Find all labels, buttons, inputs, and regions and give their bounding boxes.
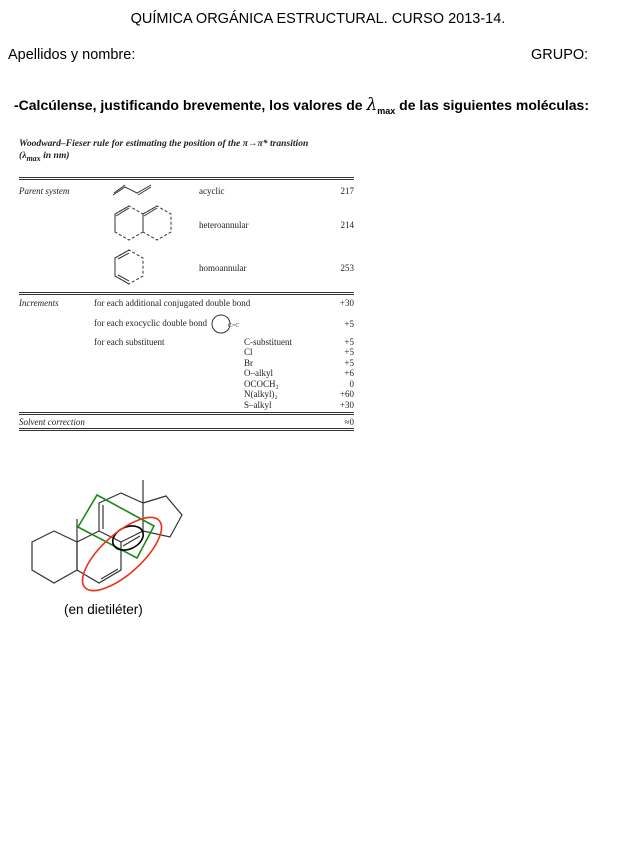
steroid-diene-structure [0,470,220,600]
double-bond [101,569,118,579]
increments-label: Increments [19,297,59,308]
page-title: QUÍMICA ORGÁNICA ESTRUCTURAL. CURSO 2013-14. [130,11,506,27]
subst-name: Cl [244,347,253,358]
subst-name: O–alkyl [244,368,273,379]
ring-d [143,496,182,537]
parent-name: homoannular [199,262,247,273]
parent-label: Parent system [19,185,70,196]
heteroannular-diene-icon [111,203,177,245]
subst-value: +60 [339,389,354,400]
exocyclic-icon [209,314,249,334]
exo-value: +5 [344,318,354,329]
parent-name: heteroannular [199,219,249,230]
question-text [14,95,589,116]
conj-value: +30 [339,297,354,308]
exo-icon-text: C=C [228,322,240,329]
caption-sub: max [26,153,41,163]
subst-value: +6 [344,368,354,379]
group-label: GRUPO: [531,47,589,63]
subst-name: C-substituent [244,336,293,347]
parent-systems [19,180,354,288]
parent-value: 217 [340,185,354,196]
solvent-note: (en dietiléter) [64,602,143,617]
subst-value: +30 [339,399,354,410]
caption-units: in nm) [40,150,70,161]
subst-value: +5 [344,357,354,368]
question-prefix: -Calcúlense, justificando brevemente, los valores de [14,97,367,113]
caption-line1: Woodward–Fieser rule for estimating the position of the π→π* transition [19,138,309,149]
exo-text: for each exocyclic double bond [94,317,207,328]
subst-name: Br [244,357,253,368]
solvent-label: Solvent correction [19,416,85,427]
increments [19,295,354,411]
name-label: Apellidos y nombre: [8,47,136,63]
subst-value: +5 [344,347,354,358]
subst-name: N(alkyl)₂ [244,389,278,400]
parent-value: 253 [340,262,354,273]
question-suffix: de las siguientes moléculas: [395,97,590,113]
woodward-fieser-table [19,138,354,431]
subst-value: +5 [344,336,354,347]
subst-value: 0 [349,378,354,389]
subst-label: for each substituent [94,336,165,347]
parent-name: acyclic [199,185,225,196]
ring-a [32,531,77,583]
lambda-sub: max [377,105,396,116]
subst-name: OCOCH₃ [244,378,279,389]
subst-name: S–alkyl [244,399,272,410]
solvent-value: ≈0 [344,416,354,427]
parent-value: 214 [340,219,354,230]
red-ellipse-annotation [71,506,172,600]
table-caption [19,138,354,165]
acyclic-diene-icon [111,182,161,198]
caption-lambda: (λ [19,150,27,161]
homoannular-diene-icon [111,248,151,286]
rule [19,428,354,431]
conj-text: for each additional conjugated double bond [94,297,251,308]
lambda-symbol: λ [366,95,378,115]
